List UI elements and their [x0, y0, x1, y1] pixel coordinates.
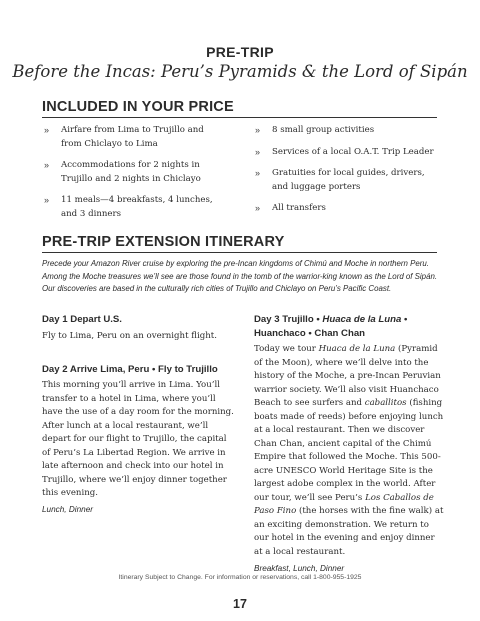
day-3-body-part: Today we tour: [254, 344, 319, 354]
itinerary-heading: PRE-TRIP EXTENSION ITINERARY: [42, 234, 285, 250]
list-item: [255, 124, 440, 138]
day-3-body-part: (the horses with the fine walk) at an exciting demonstration. We return to our hotel in the evening and enjoy dinner at a local restaurant.: [254, 506, 444, 557]
day-1-title: Day 1 Depart U.S.: [42, 314, 122, 325]
day-3-title-line2: Huanchaco • Chan Chan: [254, 328, 366, 339]
chevron-right-icon: »: [255, 125, 261, 135]
day-3: [254, 313, 444, 575]
list-item: [44, 194, 224, 221]
day-3-body-italic: Los Caballos de Paso Fino: [254, 492, 434, 516]
day-2: [42, 363, 234, 516]
chevron-right-icon: »: [44, 125, 50, 135]
page-title: Before the Incas: Peru’s Pyramids & the Lord of Sipán: [12, 62, 468, 81]
included-heading: INCLUDED IN YOUR PRICE: [42, 99, 234, 115]
itinerary-divider: [42, 252, 437, 253]
day-2-meals: Lunch, Dinner: [42, 504, 93, 514]
list-item-text: Gratuities for local guides, drivers, and luggage porters: [272, 168, 425, 192]
list-item-text: All transfers: [272, 203, 326, 213]
footer-note: Itinerary Subject to Change. For information or reservations, call 1-800-955-1925: [118, 574, 362, 581]
chevron-right-icon: »: [255, 146, 261, 157]
day-2-body: This morning you’ll arrive in Lima. You’ll transfer to a hotel in Lima, where you’ll have the use of a day room for the morning. After lunch at a local restaurant, we’ll depart for our flight to Trujillo, the capital of Peru’s La Libertad Region. We arrive in late afternoon and check into our hotel in Trujillo, where we’ll enjoy dinner together this evening.: [42, 380, 234, 498]
list-item-text: Airfare from Lima to Trujillo and from Chiclayo to Lima: [61, 125, 204, 149]
chevron-right-icon: »: [44, 160, 50, 170]
day-3-body: [254, 343, 444, 559]
chevron-right-icon: »: [44, 195, 50, 205]
list-item: [255, 146, 440, 160]
day-3-body-italic: caballitos: [364, 398, 407, 408]
day-1: [42, 313, 227, 344]
list-item: [44, 124, 224, 151]
list-item-text: Accommodations for 2 nights in Trujillo and 2 nights in Chiclayo: [61, 160, 201, 184]
day-3-title: [254, 313, 444, 327]
day-3-title-italic: Huaca de la Luna: [322, 314, 402, 325]
included-list-left: [44, 124, 224, 229]
chevron-right-icon: »: [255, 203, 261, 213]
day-3-title-part: •: [401, 314, 408, 325]
day-2-title: Day 2 Arrive Lima, Peru • Fly to Trujillo: [42, 364, 218, 375]
list-item-text: Services of a local O.A.T. Trip Leader: [272, 146, 434, 157]
day-3-title-part: Day 3 Trujillo •: [254, 314, 323, 325]
chevron-right-icon: »: [255, 168, 261, 178]
day-3-body-italic: Huaca de la Luna: [318, 344, 396, 354]
included-list-right: [255, 124, 440, 224]
itinerary-intro: Precede your Amazon River cruise by exploring the pre-Incan kingdoms of Chimú and Moche in northern Peru. Among the Moche treasures we’ll see are those found in the tomb of the warrior-king known as the Lord of Sipán. Our discoveries are based in the culturally rich cities of Trujillo and Chiclayo on Peru’s Pacific Coast.: [42, 259, 438, 293]
list-item: [44, 159, 224, 186]
list-item-text: 11 meals—4 breakfasts, 4 lunches, and 3 dinners: [61, 195, 213, 219]
day-3-body-part: (Pyramid of the Moon), where we’ll delve into the history of the Moche, a pre-Incan Peruvian warrior society. We’ll also visit Huanchaco Beach to see surfers and: [254, 344, 441, 408]
day-3-body-part: (fishing boats made of reeds) before enjoying lunch at a local restaurant. Then we discover Chan Chan, ancient capital of the Chimú Empire that followed the Moche. This 500-acre UNESCO World Heritage Site is the largest adobe complex in the world. After our tour, we’ll see Peru’s: [254, 398, 444, 503]
day-3-meals: Breakfast, Lunch, Dinner: [254, 564, 345, 573]
day-1-body: Fly to Lima, Peru on an overnight flight.: [42, 331, 217, 341]
page-number: 17: [233, 597, 247, 611]
list-item: [255, 202, 440, 216]
pretrip-label: PRE-TRIP: [206, 44, 274, 60]
included-divider: [42, 117, 437, 118]
list-item: [255, 167, 440, 194]
list-item-text: 8 small group activities: [272, 125, 375, 135]
